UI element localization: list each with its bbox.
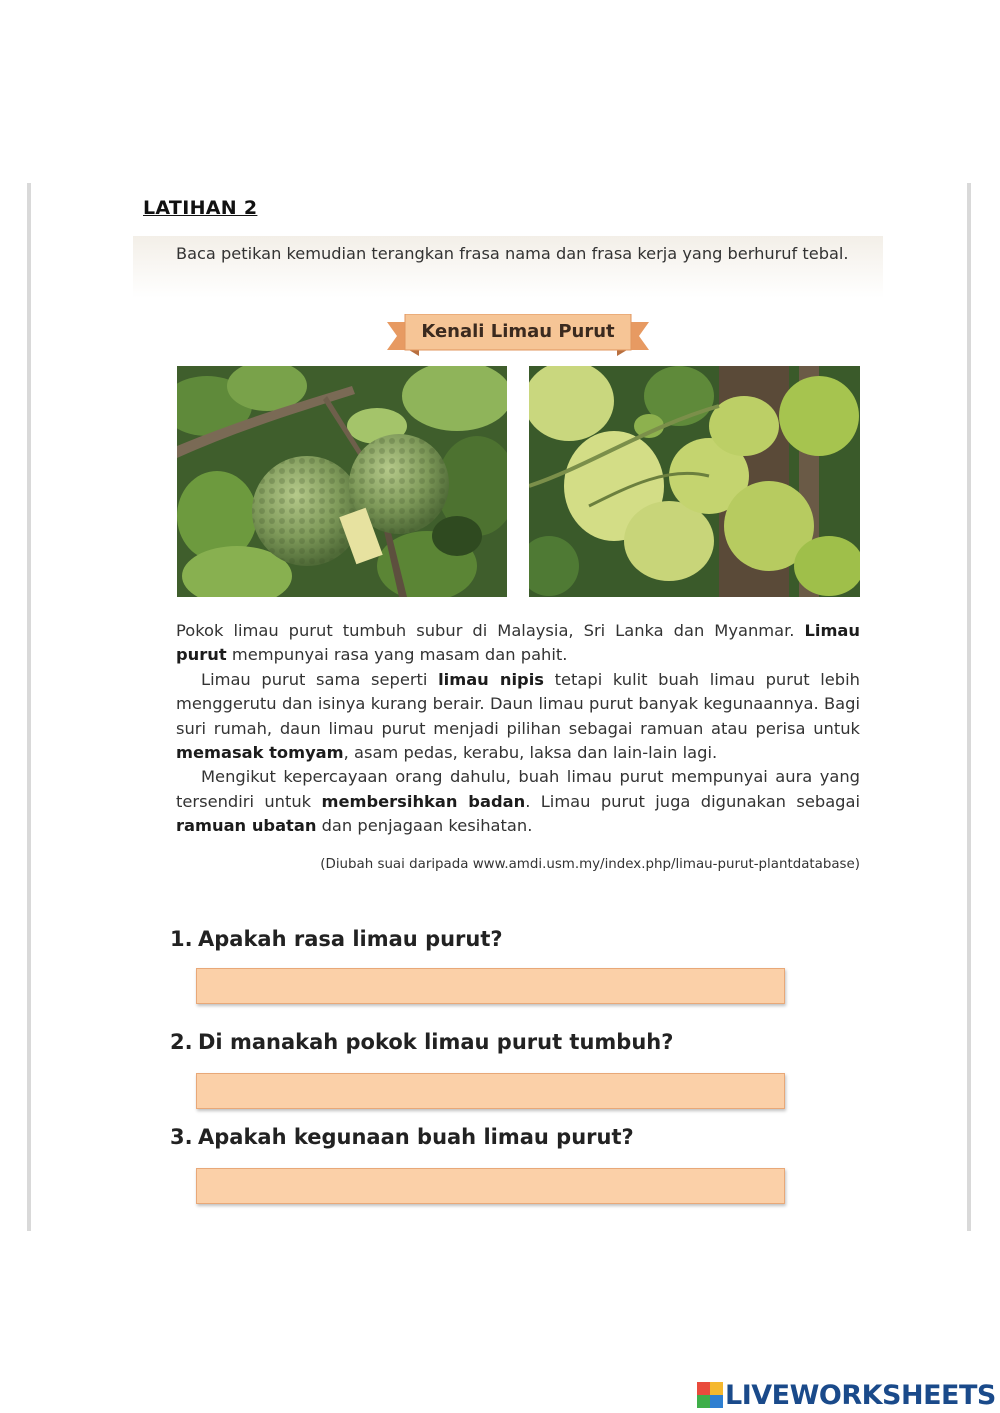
bold-phrase: ramuan ubatan [176, 816, 317, 836]
fruits-image [177, 366, 507, 597]
question-3 [170, 1125, 634, 1149]
banner-title: Kenali Limau Purut [421, 321, 615, 342]
bold-phrase: memasak tomyam [176, 743, 344, 763]
passage-paragraph-3: Mengikut kepercayaan orang dahulu, buah limau purut mempunyai aura yang tersendiri untuk membersihkan badan. Limau purut juga digunakan sebagai ramuan ubatan dan penjagaan kesihatan. [176, 767, 861, 836]
answer-field-1[interactable] [196, 968, 785, 1004]
liveworksheets-logo[interactable] [697, 1378, 996, 1412]
passage-paragraph-2: Limau purut sama seperti limau nipis tetapi kulit buah limau purut lebih menggerutu dan isinya kurang berair. Daun limau purut banyak kegunaannya. Bagi suri rumah, daun limau purut menjadi pilihan sebagai ramuan atau perisa untuk memasak tomyam, asam pedas, kerabu, laksa dan lain-lain lagi. [176, 669, 860, 763]
title-ribbon [387, 314, 649, 356]
logo-text: LIVEWORKSHEETS [725, 1379, 996, 1411]
question-number: 2. [170, 1030, 193, 1054]
logo-mark-icon [697, 1382, 723, 1408]
question-number: 1. [170, 927, 193, 951]
question-1 [170, 927, 503, 951]
section-title: LATIHAN 2 [143, 197, 258, 219]
page-right-border [967, 183, 971, 1231]
limau-purut-leaves-photo [529, 366, 860, 597]
question-2 [170, 1030, 673, 1054]
answer-field-2[interactable] [196, 1073, 785, 1109]
reading-passage [176, 619, 860, 839]
bold-phrase: membersihkan badan [321, 791, 526, 811]
leaves-image [529, 366, 860, 597]
question-text: Di manakah pokok limau purut tumbuh? [198, 1030, 674, 1054]
question-number: 3. [170, 1125, 193, 1149]
question-text: Apakah kegunaan buah limau purut? [198, 1125, 634, 1149]
bold-phrase: limau nipis [438, 669, 544, 689]
limau-purut-fruits-photo [177, 366, 507, 597]
source-citation: (Diubah suai daripada www.amdi.usm.my/index.php/limau-purut-plantdatabase) [320, 857, 860, 872]
answer-field-3[interactable] [196, 1168, 785, 1204]
page-left-border [27, 183, 31, 1231]
question-text: Apakah rasa limau purut? [198, 927, 503, 951]
passage-paragraph-1: Pokok limau purut tumbuh subur di Malaysia, Sri Lanka dan Myanmar. Limau purut mempunyai rasa yang masam dan pahit. [176, 621, 860, 665]
instruction-text: Baca petikan kemudian terangkan frasa nama dan frasa kerja yang berhuruf tebal. [176, 244, 849, 263]
bold-phrase: Limau purut [176, 621, 860, 665]
